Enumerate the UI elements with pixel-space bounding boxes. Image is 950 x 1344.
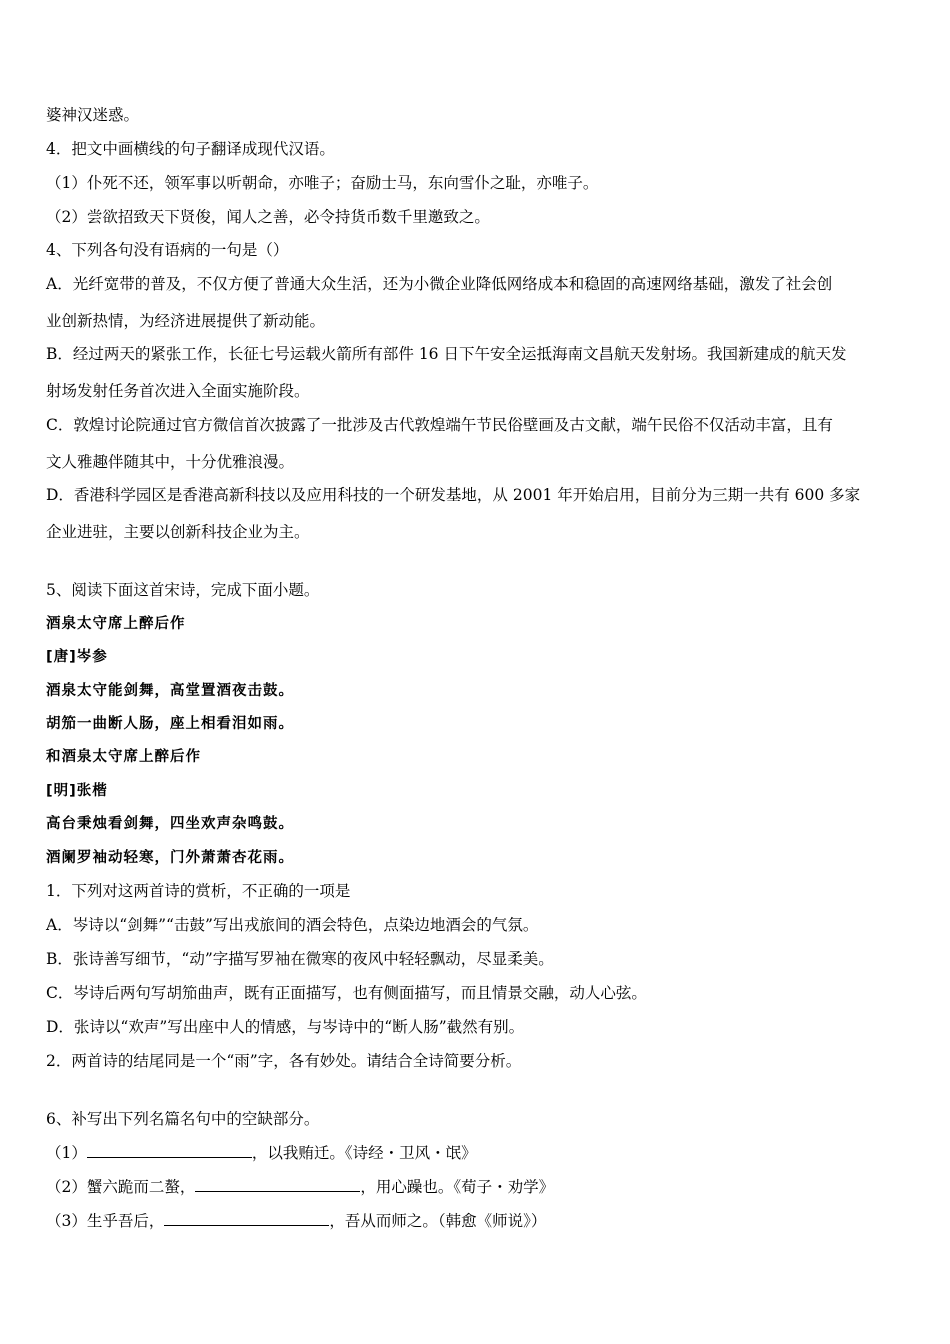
option-a-line2: 业创新热情，为经济进展提供了新动能。 [46, 312, 326, 330]
poem-1-author: [唐]岑参 [46, 649, 108, 665]
fill-item-3-suffix: ，吾从而师之。（韩愈《师说》） [329, 1212, 547, 1230]
question-6-heading: 6、补写出下列名篇名句中的空缺部分。 [46, 1110, 320, 1128]
poem-2-author: [明]张楷 [46, 783, 108, 799]
option-d-line2: 企业进驻，主要以创新科技企业为主。 [46, 523, 310, 541]
fill-blank-3 [164, 1211, 329, 1226]
text-line: 婆神汉迷惑。 [46, 106, 140, 124]
poem-2-title: 和酒泉太守席上醉后作 [46, 749, 201, 765]
option-d-line1: D．香港科学园区是香港高新科技以及应用科技的一个研发基地，从 2001 年开始启用，目前分为三期一共有 600 多家 [46, 486, 861, 504]
fill-item-2-prefix: （2）蟹六跪而二螯， [46, 1178, 196, 1196]
fill-item-2-suffix: ，用心躁也。《荀子・劝学》 [360, 1178, 555, 1196]
fill-blank-2 [195, 1177, 360, 1192]
translate-item-2: （2）尝欲招致天下贤俊，闻人之善，必令持货币数千里邀致之。 [46, 208, 490, 226]
choice-a: A．岑诗以“剑舞”“击鼓”写出戎旅间的酒会特色，点染边地酒会的气氛。 [46, 916, 539, 934]
poem-1-line2: 胡笳一曲断人肠，座上相看泪如雨。 [46, 716, 294, 732]
poem-1-line1: 酒泉太守能剑舞，高堂置酒夜击鼓。 [46, 683, 294, 699]
option-b-line1: B．经过两天的紧张工作，长征七号运载火箭所有部件 16 日下午安全运抵海南文昌航天发射场。我国新建成的航天发 [46, 345, 847, 363]
fill-item-3-prefix: （3）生乎吾后， [46, 1212, 165, 1230]
poem-2-line1: 高台秉烛看剑舞，四坐欢声杂鸣鼓。 [46, 816, 294, 832]
fill-item-1-prefix: （1） [46, 1144, 87, 1162]
translate-item-1: （1）仆死不还，领军事以听朝命，亦唯子；奋励士马，东向雪仆之耻，亦唯子。 [46, 174, 599, 192]
fill-blank-1 [87, 1143, 252, 1158]
subquestion-1: 1．下列对这两首诗的赏析，不正确的一项是 [46, 882, 351, 900]
question-5-heading: 5、阅读下面这首宋诗，完成下面小题。 [46, 581, 320, 599]
option-c-line2: 文人雅趣伴随其中，十分优雅浪漫。 [46, 453, 295, 471]
choice-d: D．张诗以“欢声”写出座中人的情感，与岑诗中的“断人肠”截然有别。 [46, 1018, 525, 1036]
fill-item-3 [46, 1209, 546, 1231]
poem-1-title: 酒泉太守席上醉后作 [46, 616, 186, 632]
choice-b: B．张诗善写细节，“动”字描写罗袖在微寒的夜风中轻轻飘动，尽显柔美。 [46, 950, 554, 968]
fill-item-1 [46, 1141, 477, 1163]
option-c-line1: C．敦煌讨论院通过官方微信首次披露了一批涉及古代敦煌端午节民俗壁画及古文献，端午民俗不仅活动丰富，且有 [46, 416, 833, 434]
choice-c: C．岑诗后两句写胡笳曲声，既有正面描写，也有侧面描写，而且情景交融，动人心弦。 [46, 984, 647, 1002]
poem-2-line2: 酒阑罗袖动轻寒，门外萧萧杏花雨。 [46, 850, 294, 866]
option-a-line1: A．光纤宽带的普及，不仅方便了普通大众生活，还为小微企业降低网络成本和稳固的高速网络基础，激发了社会创 [46, 275, 833, 293]
fill-item-2 [46, 1175, 554, 1197]
fill-item-1-suffix: ，以我贿迁。《诗经・卫风・氓》 [251, 1144, 477, 1162]
question-4-translate: 4．把文中画横线的句子翻译成现代汉语。 [46, 140, 335, 158]
subquestion-2: 2．两首诗的结尾同是一个“雨”字，各有妙处。请结合全诗简要分析。 [46, 1052, 522, 1070]
question-4-grammar: 4、下列各句没有语病的一句是（） [46, 241, 289, 259]
option-b-line2: 射场发射任务首次进入全面实施阶段。 [46, 382, 310, 400]
